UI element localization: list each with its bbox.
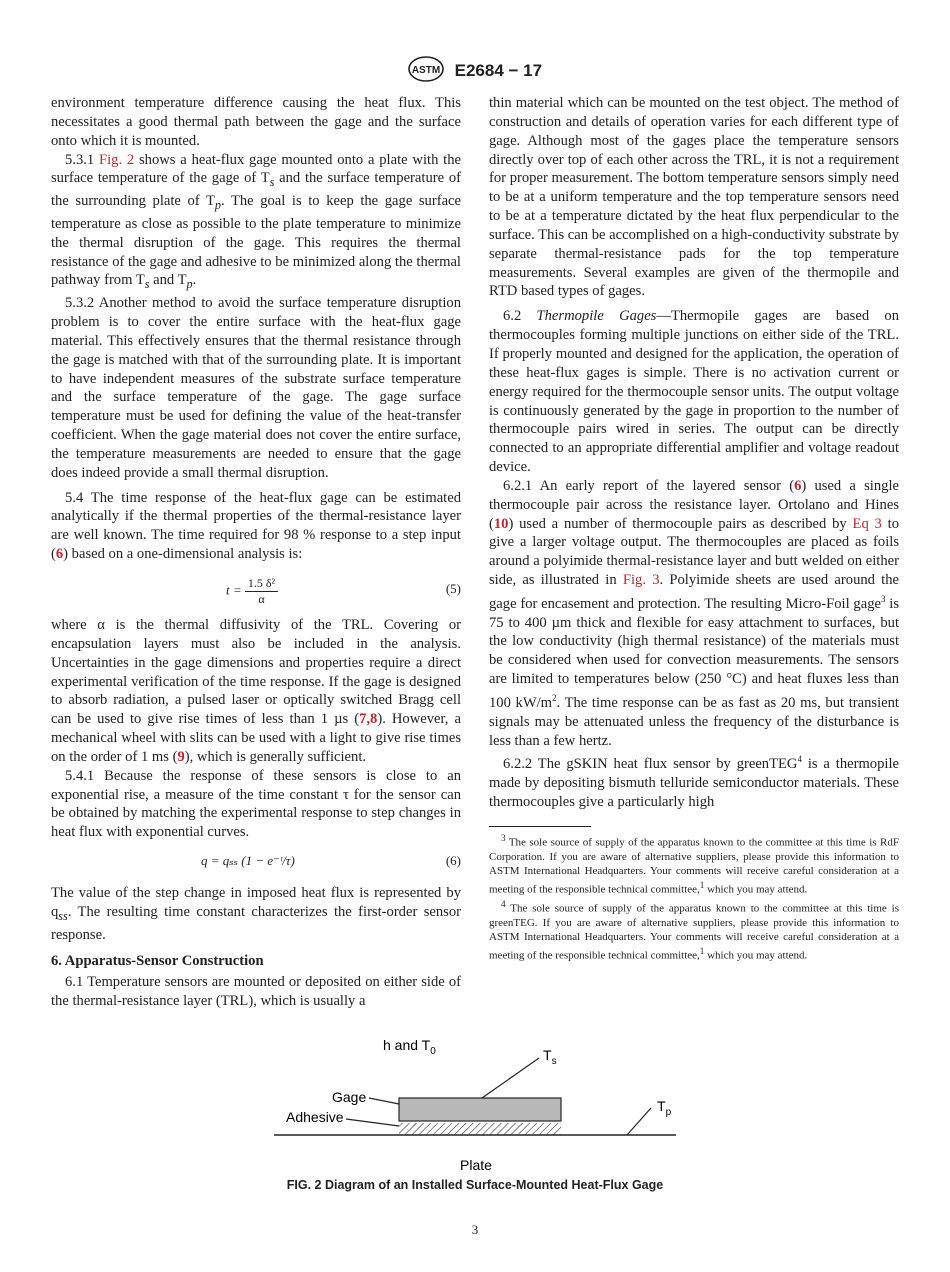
equation-number: (5) — [445, 580, 461, 596]
paragraph: where α is the thermal diffusivity of the TRL. Covering or encapsulation layers must also be included in the analysis. Uncertainties in the gage dimensions and properties require a direct experimental verification of the time response. If the gage is designed to absorb radiation, a pulsed laser or optically switched Bragg cell can be used to give rise times of less than 1 µs (7,8). However, a mechanical wheel with slits can be used with a light to give rise times on the order of 1 ms (9), which is generally sufficient. — [51, 616, 461, 765]
reference-link[interactable]: 6 — [55, 546, 64, 563]
paragraph: The value of the step change in imposed heat flux is represented by $q_{ss}$. The resulting time constant characterizes the first-order sensor response. — [51, 885, 461, 943]
paragraph-5-3-1: 5.3.1 Fig. 2 shows a heat-flux gage mounted onto a plate with the surface temperature of the gage of $T_s$ and the surface temperature of the surrounding plate of $T_p$. The goal is to keep the gage surface temperature as close as possible to the plate temperature to minimize the thermal disruption of the gage. This requires the thermal resistance of the gage and adhesive to be minimized along the thermal pathway from $T_s$ and $T_p$. — [51, 151, 462, 292]
svg-text:ASTM: ASTM — [411, 65, 441, 76]
section-heading: 6. Apparatus-Sensor Construction — [51, 952, 264, 969]
figure-link[interactable]: Fig. 2 — [98, 151, 135, 168]
paragraph-6-2: 6.2 Thermopile Gages—Thermopile gages are based on thermocouples forming multiple junctions on either side of the TRL. If properly mounted and designed for the application, the operation of these heat-flux gages is simple. There is no activation current or energy required for the thermocouple sensor units. The output voltage is continuously generated by the gage in proportion to the number of thermocouple pairs wired in series. The output can be directly connected to an appropriate differential amplifier and voltage readout device. — [489, 308, 899, 476]
equation-6: q = qₛₛ (1 − e⁻ᵗ/τ) (6) — [51, 848, 461, 878]
figure-2 — [0, 1030, 950, 1190]
reference-link[interactable]: 7 — [359, 711, 367, 728]
footnote-divider — [489, 826, 591, 827]
footnote-4: $^4$ The sole source of supply of the apparatus known to the committee at this time is greenTEG. If you are aware of alternative suppliers, please provide this information to ASTM International Headquarters. Your comments will receive careful consideration at a meeting of the responsible technical committee,$^1$ which you may attend. — [489, 898, 899, 962]
page-number: 3 — [471, 1222, 479, 1237]
paragraph-5-4-1: 5.4.1 Because the response of these sensors is close to an exponential rise, a measure of the time constant τ for the sensor can be obtained by matching the experimental response to step changes in heat flux with exponential curves. — [51, 767, 461, 841]
paragraph-5-4: 5.4 The time response of the heat-flux gage can be estimated analytically if the thermal properties of the thermal-resistance layer are well known. The time required for 98 % response to a step input (6) based on a one-dimensional analysis is: — [51, 489, 461, 563]
label-tp: $T_p$ — [657, 1098, 672, 1118]
label-gage: Gage — [332, 1089, 367, 1105]
reference-link[interactable]: 9 — [177, 748, 185, 765]
paragraph-6-1: 6.1 Temperature sensors are mounted or deposited on either side of the thermal-resistance layer (TRL), which is usually a — [51, 974, 461, 1010]
paragraph: thin material which can be mounted on the test object. The method of construction and details of operation varies for each different type of gage. Although most of the gages place the temperature sensors directly over top of each other across the TRL, it is not a requirement for proper measurement. The bottom temperature sensors simply need to be at a uniform temperature and the top temperature sensors need to be at a temperature dictated by the heat flux perpendicular to the surface. This can be accomplished on a high-conductivity substrate by separate thermal-resistance pads for the top temperature measurements. Several examples are given of the thermopile and RTD based types of gages. — [489, 95, 899, 300]
figure-caption: FIG. 2 Diagram of an Installed Surface-Mounted Heat-Flux Gage — [286, 1178, 664, 1192]
equation-link[interactable]: Eq 3 — [852, 515, 882, 532]
reference-link[interactable]: 6 — [794, 477, 802, 494]
paragraph-6-2-1: 6.2.1 An early report of the layered sensor (6) used a single thermocouple pair across the resistance layer. Ortolano and Hines (10) used a number of thermocouple pairs as described by Eq 3 to give a larger voltage output. The thermocouples are placed as foils around a polyimide thermal-resistance layer and butt welded on either side, as illustrated in Fig. 3. Polyimide sheets are used around the gage for encasement and protection. The resulting Micro-Foil gage$^3$ is 75 to 400 µm thick and flexible for easy attachment to surfaces, but the low conductivity (high thermal resistance) of the materials must be considered when used for convection measurements. The sensors are limited to temperatures below (250 °C) and heat fluxes less than 100 $kW/m^2$. The time response can be as fast as 20 ms, but transient signals may be attenuated unless the frequency of the disturbance is less than a few hertz. — [489, 477, 899, 749]
left-column — [51, 94, 461, 1011]
equation-number: (6) — [445, 853, 461, 869]
footnote-3: $^3$ The sole source of supply of the apparatus known to the committee at this time is RdF Corporation. If you are aware of alternative suppliers, please provide this information to ASTM International Headquarters. Your comments will receive careful consideration at a meeting of the responsible technical committee,$^1$ which you may attend. — [489, 832, 899, 896]
adhesive-layer — [399, 1123, 561, 1135]
paragraph-5-3-2: 5.3.2 Another method to avoid the surface temperature disruption problem is to cover the entire surface with the heat-flux gage material. This effectively ensures that the thermal resistance through the gage is matched with that of the surrounding plate. It is important to have independent measures of the substrate surface temperature and the surface temperature of the gage. The gage surface temperature must be used for defining the value of the heat-transfer coefficient. When the gage material does not cover the entire surface, the temperature measurements are needed to ensure that the gage does indeed provide a small thermal disruption. — [51, 295, 461, 481]
reference-link[interactable]: 10 — [493, 515, 509, 532]
label-adhesive: Adhesive — [286, 1109, 344, 1125]
figure-link[interactable]: Fig. 3 — [622, 572, 660, 589]
label-ts: $T_s$ — [543, 1047, 557, 1067]
paragraph-6-2-2: 6.2.2 The gSKIN heat flux sensor by greenTEG$^4$ is a thermopile made by depositing bismuth telluride semiconductor materials. These thermocouples give a particularly high — [489, 754, 899, 810]
document-header — [0, 56, 950, 87]
reference-link[interactable]: 8 — [370, 711, 378, 728]
astm-logo-icon — [408, 56, 444, 87]
label-h-and-t0: h and $T_0$ — [383, 1037, 436, 1057]
label-plate: Plate — [460, 1157, 492, 1173]
right-column — [489, 94, 899, 963]
document-id: E2684 − 17 — [454, 60, 543, 80]
paragraph: environment temperature difference causing the heat flux. This necessitates a good thermal path between the gage and the surface onto which it is mounted. — [51, 95, 461, 149]
equation-5: t = $\frac{\text{1.5 δ²}}{\alpha}$ (5) — [226, 575, 461, 606]
gage-block — [399, 1098, 561, 1121]
